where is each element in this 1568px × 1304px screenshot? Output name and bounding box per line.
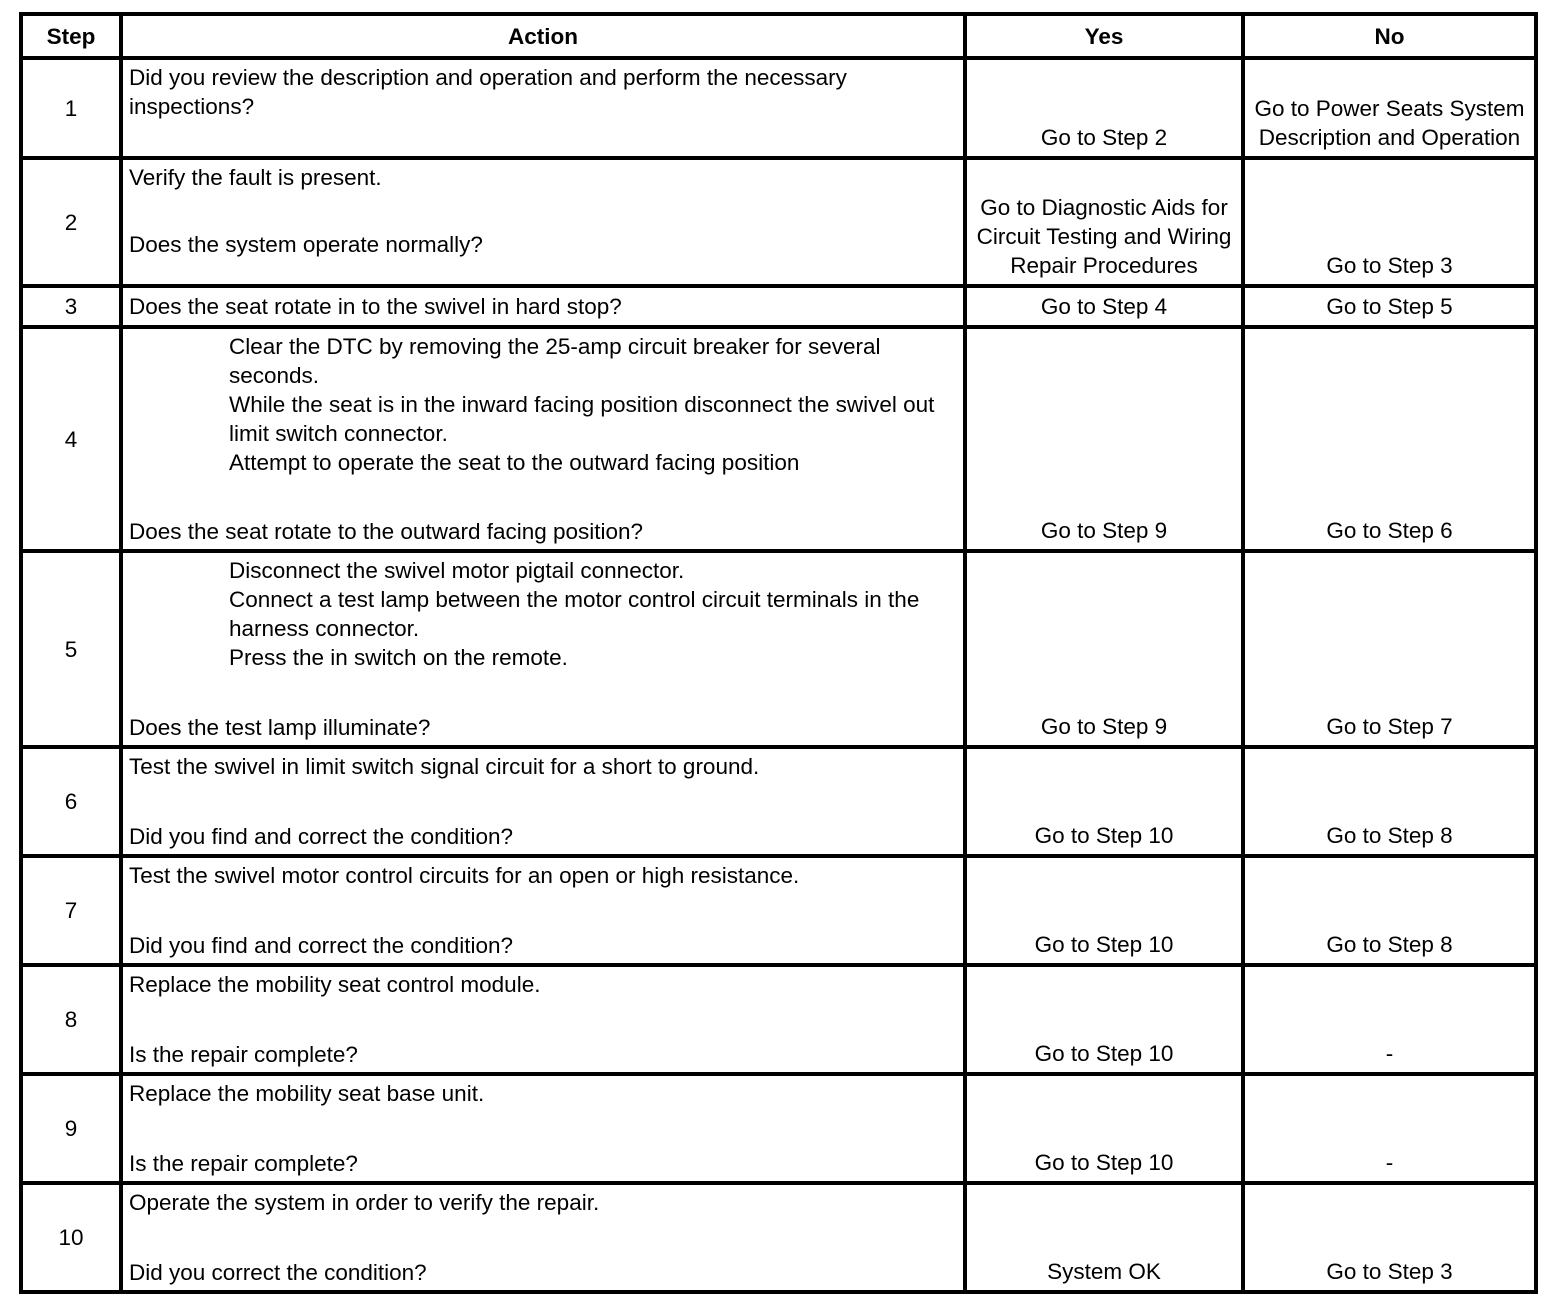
- step-number: 9: [21, 1074, 121, 1183]
- action-text: Test the swivel motor control circuits for an open or high resistance.: [129, 863, 800, 888]
- no-result: Go to Step 8: [1243, 747, 1536, 856]
- yes-result: Go to Step 10: [965, 856, 1243, 965]
- action-text: Test the swivel in limit switch signal circuit for a short to ground.: [129, 754, 760, 779]
- action-substeps: [129, 332, 957, 477]
- step-number: 4: [21, 327, 121, 551]
- header-action: Action: [121, 14, 965, 58]
- no-result: Go to Step 8: [1243, 856, 1536, 965]
- action-cell: [121, 965, 965, 1074]
- step-number: 2: [21, 158, 121, 286]
- step-number: 3: [21, 286, 121, 327]
- no-result: Go to Step 6: [1243, 327, 1536, 551]
- table-row: [21, 965, 1536, 1074]
- header-yes: Yes: [965, 14, 1243, 58]
- action-substep: Attempt to operate the seat to the outward facing position: [229, 450, 800, 475]
- no-result: Go to Step 7: [1243, 551, 1536, 747]
- yes-result: Go to Step 10: [965, 965, 1243, 1074]
- no-result: Go to Power Seats System Description and Operation: [1243, 58, 1536, 158]
- action-question: Does the seat rotate to the outward facing position?: [129, 519, 644, 544]
- step-number: 10: [21, 1183, 121, 1292]
- step-number: 5: [21, 551, 121, 747]
- step-number: 6: [21, 747, 121, 856]
- action-substeps: [129, 556, 957, 672]
- table-row: [21, 551, 1536, 747]
- no-result: Go to Step 5: [1243, 286, 1536, 327]
- header-step: Step: [21, 14, 121, 58]
- table-row: [21, 856, 1536, 965]
- yes-result: Go to Step 9: [965, 551, 1243, 747]
- action-substep: Disconnect the swivel motor pigtail connector.: [229, 558, 685, 583]
- action-question: Does the system operate normally?: [129, 232, 483, 257]
- table-row: [21, 58, 1536, 158]
- action-cell: [121, 747, 965, 856]
- action-text: Verify the fault is present.: [129, 165, 382, 190]
- action-cell: [121, 58, 965, 158]
- no-result: -: [1243, 1074, 1536, 1183]
- header-no: No: [1243, 14, 1536, 58]
- no-result: -: [1243, 965, 1536, 1074]
- action-text: Did you review the description and operation and perform the necessary inspections?: [129, 65, 847, 119]
- action-substep: While the seat is in the inward facing position disconnect the swivel out limit switch connector.: [229, 392, 935, 446]
- step-number: 8: [21, 965, 121, 1074]
- action-question: Is the repair complete?: [129, 1042, 358, 1067]
- action-substep: Connect a test lamp between the motor control circuit terminals in the harness connector.: [229, 587, 920, 641]
- step-number: 7: [21, 856, 121, 965]
- yes-result: Go to Step 9: [965, 327, 1243, 551]
- header-row: [21, 14, 1536, 58]
- diagnostic-table: [19, 12, 1538, 1294]
- action-text: Operate the system in order to verify the repair.: [129, 1190, 600, 1215]
- table-row: [21, 327, 1536, 551]
- action-cell: [121, 551, 965, 747]
- action-cell: [121, 158, 965, 286]
- yes-result: Go to Step 2: [965, 58, 1243, 158]
- table-row: [21, 286, 1536, 327]
- table-row: [21, 1183, 1536, 1292]
- action-question: Did you find and correct the condition?: [129, 933, 513, 958]
- no-result: Go to Step 3: [1243, 158, 1536, 286]
- no-result: Go to Step 3: [1243, 1183, 1536, 1292]
- table-row: [21, 747, 1536, 856]
- action-text: Replace the mobility seat control module.: [129, 972, 541, 997]
- table-row: [21, 158, 1536, 286]
- action-question: Is the repair complete?: [129, 1151, 358, 1176]
- yes-result: Go to Step 10: [965, 747, 1243, 856]
- yes-result: System OK: [965, 1183, 1243, 1292]
- action-cell: [121, 1074, 965, 1183]
- action-text: Does the seat rotate in to the swivel in hard stop?: [129, 294, 622, 319]
- action-cell: [121, 856, 965, 965]
- yes-result: Go to Step 10: [965, 1074, 1243, 1183]
- action-substep: Press the in switch on the remote.: [229, 645, 568, 670]
- step-number: 1: [21, 58, 121, 158]
- action-question: Did you find and correct the condition?: [129, 824, 513, 849]
- yes-result: Go to Diagnostic Aids for Circuit Testing and Wiring Repair Procedures: [965, 158, 1243, 286]
- action-cell: [121, 286, 965, 327]
- table-row: [21, 1074, 1536, 1183]
- action-substep: Clear the DTC by removing the 25-amp circuit breaker for several seconds.: [229, 334, 881, 388]
- action-question: Did you correct the condition?: [129, 1260, 427, 1285]
- action-text: Replace the mobility seat base unit.: [129, 1081, 485, 1106]
- yes-result: Go to Step 4: [965, 286, 1243, 327]
- action-question: Does the test lamp illuminate?: [129, 715, 431, 740]
- action-cell: [121, 1183, 965, 1292]
- action-cell: [121, 327, 965, 551]
